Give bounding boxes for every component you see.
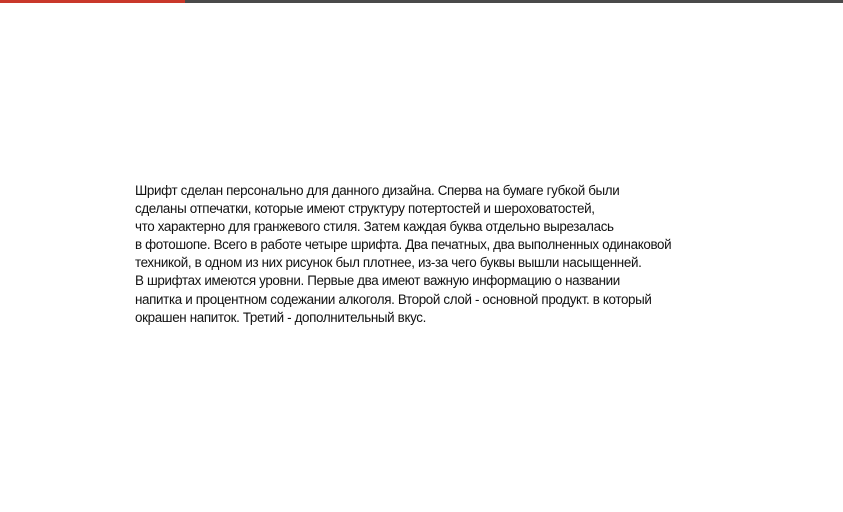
description-line: техникой, в одном из них рисунок был плотнее, из-за чего буквы вышли насыщенней. [135, 255, 642, 271]
description-line: Шрифт сделан персонально для данного дизайна. Сперва на бумаге губкой были [135, 183, 620, 198]
top-strip-dark [185, 0, 843, 3]
top-image-strip [0, 0, 843, 3]
description-line: напитка и процентном содежании алкоголя. Второй слой - основной продукт. в который [135, 291, 652, 307]
description-line: сделаны отпечатки, которые имеют структуру потертостей и шероховатостей, [135, 201, 595, 217]
description-paragraph [135, 182, 735, 327]
description-line: В шрифтах имеются уровни. Первые два имеют важную информацию о названии [135, 273, 620, 289]
description-line: что характерно для гранжевого стиля. Затем каждая буква отдельно вырезалась [135, 219, 614, 235]
description-line: в фотошопе. Всего в работе четыре шрифта. Два печатных, два выполненных одинаковой [135, 237, 672, 253]
top-strip-accent [0, 0, 185, 3]
description-line: окрашен напиток. Третий - дополнительный вкус. [135, 309, 427, 325]
